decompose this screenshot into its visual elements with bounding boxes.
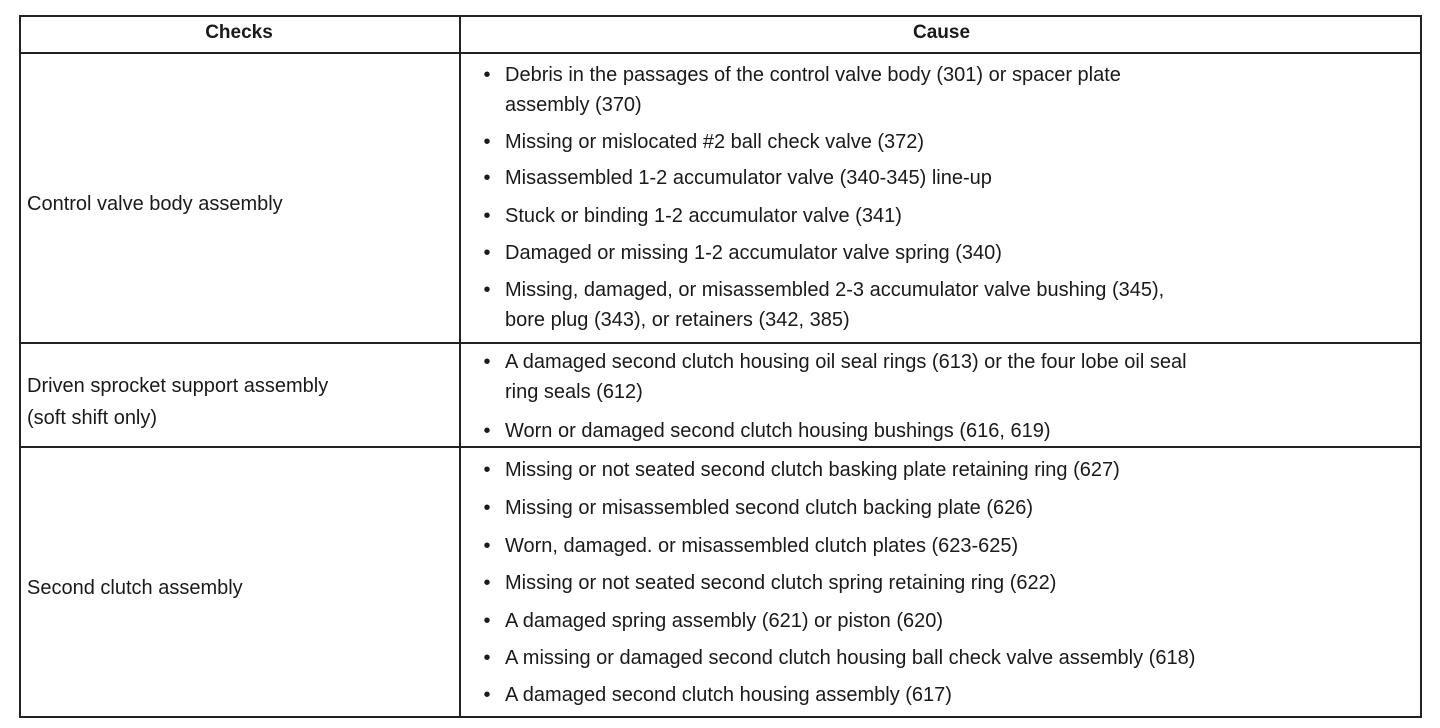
cause-line: Worn, damaged. or misassembled clutch plates (623-625) <box>505 535 1019 557</box>
cause-line: Missing or not seated second clutch basking plate retaining ring (627) <box>505 459 1120 481</box>
cause-line: A damaged second clutch housing oil seal rings (613) or the four lobe oil seal <box>505 351 1187 373</box>
bullet-icon: • <box>483 242 491 264</box>
cause-line: Debris in the passages of the control valve body (301) or spacer plate <box>505 64 1121 86</box>
bullet-icon: • <box>483 610 491 632</box>
header-cause: Cause <box>912 22 971 43</box>
header-checks: Checks <box>205 22 273 43</box>
bullet-icon: • <box>483 351 491 373</box>
bullet-icon: • <box>483 572 491 594</box>
cause-item <box>483 60 1415 120</box>
cause-item <box>483 643 1415 673</box>
cause-item <box>483 606 1415 636</box>
bullet-icon: • <box>483 167 491 189</box>
cause-item <box>483 416 1415 446</box>
cause-line: Worn or damaged second clutch housing bushings (616, 619) <box>505 420 1051 442</box>
bullet-icon: • <box>483 131 491 153</box>
cause-line: Missing or mislocated #2 ball check valve (372) <box>505 131 925 153</box>
cause-item <box>483 347 1415 407</box>
bullet-icon: • <box>483 497 491 519</box>
bullet-icon: • <box>483 420 491 442</box>
header-divider <box>19 52 1422 54</box>
cause-item <box>483 275 1415 335</box>
check-line: Control valve body assembly <box>27 193 283 215</box>
check-cell <box>27 572 243 604</box>
column-divider <box>459 15 461 718</box>
bullet-icon: • <box>483 535 491 557</box>
cause-line: assembly (370) <box>505 94 642 116</box>
cause-item <box>483 127 1415 157</box>
check-cell <box>27 370 328 434</box>
bullet-icon: • <box>483 459 491 481</box>
bullet-icon: • <box>483 205 491 227</box>
cause-item <box>483 455 1415 485</box>
cause-line: ring seals (612) <box>505 381 643 403</box>
cause-item <box>483 493 1415 523</box>
row-divider <box>19 342 1422 344</box>
cause-line: Stuck or binding 1-2 accumulator valve (341) <box>505 205 902 227</box>
cause-line: A damaged spring assembly (621) or piston (620) <box>505 610 944 632</box>
cause-item <box>483 568 1415 598</box>
cause-line: Damaged or missing 1-2 accumulator valve spring (340) <box>505 242 1002 264</box>
check-cell <box>27 188 283 220</box>
cause-item <box>483 163 1415 193</box>
row-divider <box>19 446 1422 448</box>
cause-item <box>483 531 1415 561</box>
cause-line: A damaged second clutch housing assembly (617) <box>505 684 952 706</box>
check-line: (soft shift only) <box>27 407 158 429</box>
bullet-icon: • <box>483 279 491 301</box>
check-line: Second clutch assembly <box>27 577 243 599</box>
cause-line: bore plug (343), or retainers (342, 385) <box>505 309 850 331</box>
cause-line: Misassembled 1-2 accumulator valve (340-345) line-up <box>505 167 992 189</box>
check-line: Driven sprocket support assembly <box>27 375 329 397</box>
bullet-icon: • <box>483 647 491 669</box>
cause-line: Missing or not seated second clutch spring retaining ring (622) <box>505 572 1057 594</box>
bullet-icon: • <box>483 684 491 706</box>
cause-item <box>483 201 1415 231</box>
bullet-icon: • <box>483 64 491 86</box>
cause-item <box>483 238 1415 268</box>
cause-line: Missing, damaged, or misassembled 2-3 accumulator valve bushing (345), <box>505 279 1165 301</box>
cause-item <box>483 680 1415 710</box>
cause-line: A missing or damaged second clutch housing ball check valve assembly (618) <box>505 647 1196 669</box>
cause-line: Missing or misassembled second clutch backing plate (626) <box>505 497 1034 519</box>
